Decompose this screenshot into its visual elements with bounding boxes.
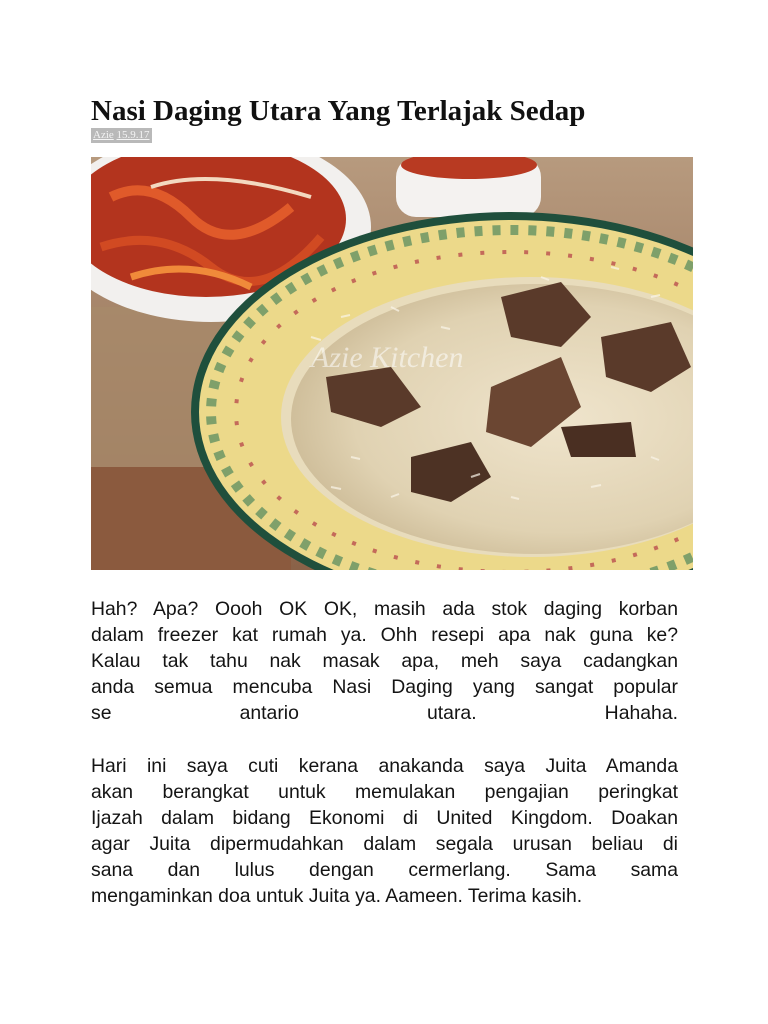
post-author[interactable]: Azie bbox=[93, 129, 114, 141]
paragraph-line: agar Juita dipermudahkan dalam segala urusan beliau di bbox=[91, 833, 678, 855]
paragraph-line: sana dan lulus dengan cermerlang. Sama sama bbox=[91, 859, 678, 881]
post-date[interactable]: 15.9.17 bbox=[116, 129, 150, 141]
paragraph-line: Hah? Apa? Oooh OK OK, masih ada stok daging korban bbox=[91, 598, 678, 620]
paragraph-line: dalam freezer kat rumah ya. Ohh resepi apa nak guna ke? bbox=[91, 624, 678, 646]
post-body bbox=[91, 596, 678, 936]
paragraph-line: Kalau tak tahu nak masak apa, meh saya cadangkan bbox=[91, 650, 678, 672]
paragraph-line: Hari ini saya cuti kerana anakanda saya Juita Amanda bbox=[91, 755, 678, 777]
food-photo bbox=[91, 157, 693, 570]
paragraph-line: mengaminkan doa untuk Juita ya. Aameen. Terima kasih. bbox=[91, 885, 583, 907]
paragraph-line: anda semua mencuba Nasi Daging yang sangat popular bbox=[91, 676, 678, 698]
paragraph-line: Ijazah dalam bidang Ekonomi di United Kingdom. Doakan bbox=[91, 807, 678, 829]
paragraph-line: se antario utara. Hahaha. bbox=[91, 702, 678, 724]
condiment-bowl bbox=[396, 157, 541, 217]
post-meta[interactable] bbox=[91, 128, 152, 143]
body-paragraph bbox=[91, 596, 678, 726]
image-watermark: Azie Kitchen bbox=[311, 341, 464, 374]
post-title: Nasi Daging Utara Yang Terlajak Sedap bbox=[91, 95, 586, 127]
paragraph-line: akan berangkat untuk memulakan pengajian peringkat bbox=[91, 781, 678, 803]
body-paragraph bbox=[91, 753, 678, 909]
